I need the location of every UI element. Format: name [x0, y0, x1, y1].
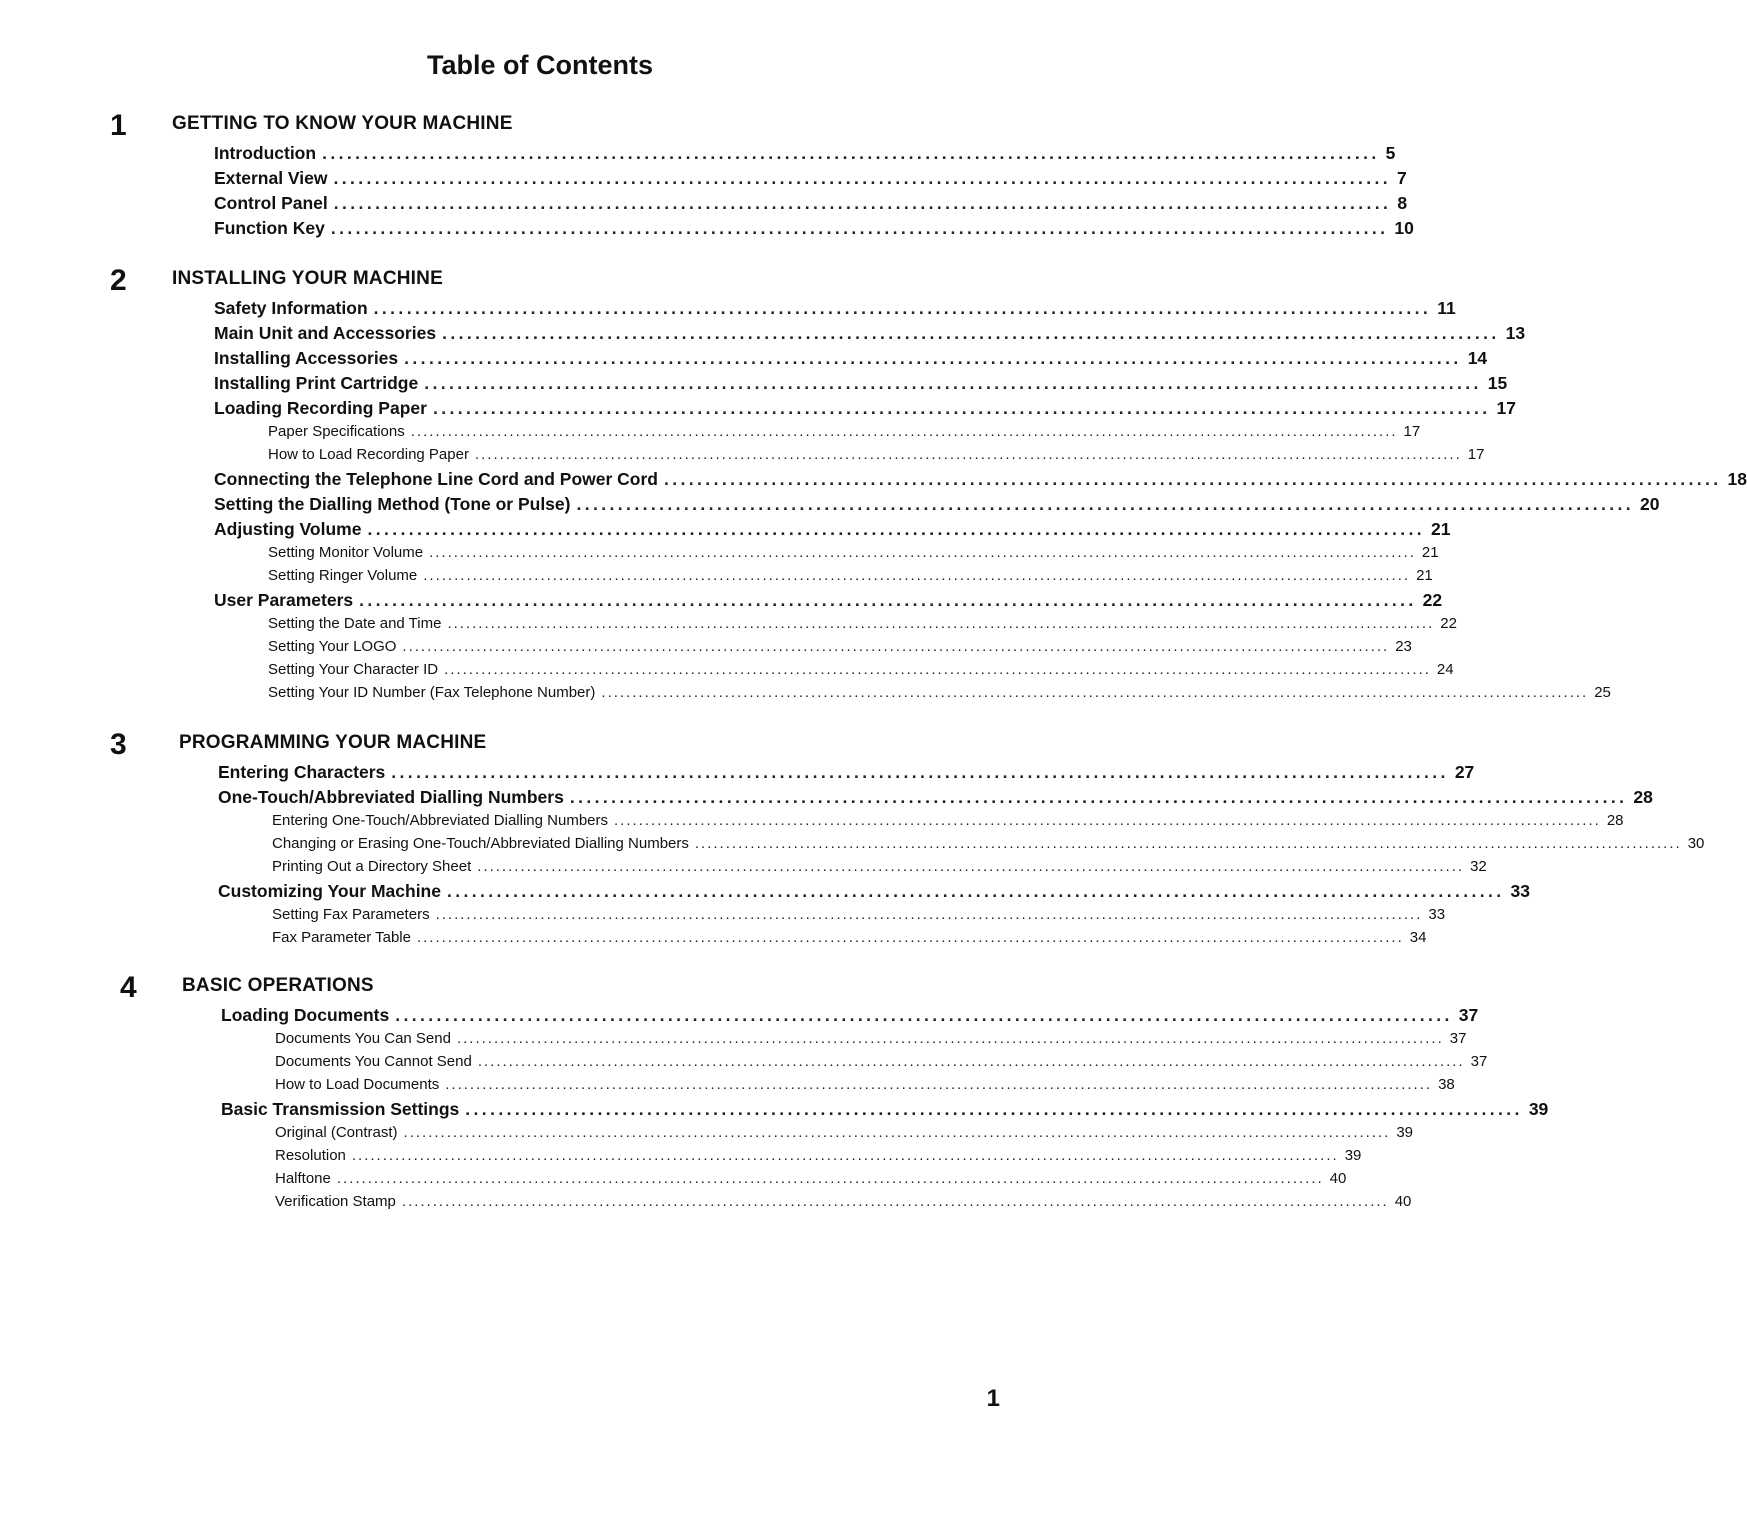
chapter-title: GETTING TO KNOW YOUR MACHINE [172, 113, 513, 134]
dot-leader: ................................................................................................................................ [395, 1005, 1453, 1025]
chapter-number: 1 [110, 109, 127, 142]
dot-leader: ................................................................................................................................................................ [410, 423, 1398, 440]
entry-label: Paper Specifications [268, 423, 405, 440]
toc-subentry[interactable] [117, 1030, 1467, 1053]
entry-label: How to Load Recording Paper [268, 446, 469, 463]
toc-entry[interactable] [114, 762, 1475, 787]
entry-label: Function Key [214, 218, 325, 238]
toc-entry[interactable] [110, 398, 1516, 423]
toc-entry[interactable] [110, 494, 1660, 519]
toc-subentry[interactable] [114, 906, 1446, 929]
dot-leader: ................................................................................................................................ [322, 143, 1380, 163]
toc-entry[interactable] [110, 168, 1407, 193]
entry-label: Resolution [275, 1147, 346, 1164]
chapter-title: BASIC OPERATIONS [182, 975, 374, 996]
toc-subentry[interactable] [117, 1076, 1455, 1099]
page-title: Table of Contents [427, 50, 653, 80]
chapter-title: PROGRAMMING YOUR MACHINE [179, 732, 487, 753]
dot-leader: ................................................................................................................................................................ [351, 1147, 1339, 1164]
chapter-title: INSTALLING YOUR MACHINE [172, 268, 443, 289]
chapter-number: 4 [120, 971, 137, 1004]
entry-label: Setting Your ID Number (Fax Telephone Number) [268, 684, 596, 701]
toc-subentry[interactable] [114, 929, 1427, 952]
dot-leader: ................................................................................................................................ [664, 469, 1722, 489]
entry-page: 22 [1422, 590, 1443, 610]
toc-entry[interactable] [110, 373, 1508, 398]
toc-subentry[interactable] [114, 858, 1487, 881]
entry-page: 11 [1437, 298, 1456, 318]
entry-page: 39 [1344, 1147, 1362, 1164]
dot-leader: ................................................................................................................................................................ [477, 858, 1465, 875]
toc-subentry[interactable] [117, 1193, 1412, 1216]
entry-label: Setting the Dialling Method (Tone or Pulse) [214, 494, 571, 514]
entry-label: Main Unit and Accessories [214, 323, 437, 343]
entry-label: Setting Monitor Volume [268, 544, 424, 561]
entry-label: Loading Recording Paper [214, 398, 427, 418]
entry-page: 38 [1438, 1076, 1455, 1093]
dot-leader: ................................................................................................................................................................ [403, 1124, 1391, 1141]
dot-leader: ................................................................................................................................................................ [474, 446, 1462, 463]
toc-subentry[interactable] [117, 1053, 1488, 1076]
entry-page: 7 [1397, 168, 1407, 188]
toc-entry[interactable] [110, 193, 1408, 218]
chapter-entries [117, 1005, 1549, 1216]
entry-page: 39 [1396, 1124, 1414, 1141]
page-number: 1 [986, 1385, 1000, 1412]
dot-leader: ................................................................................................................................................................ [614, 812, 1601, 829]
dot-leader: ................................................................................................................................................................ [423, 567, 1411, 584]
entry-page: 28 [1606, 812, 1624, 829]
entry-page: 33 [1510, 881, 1530, 901]
toc-subentry[interactable] [110, 661, 1454, 684]
entry-label: Safety Information [214, 298, 368, 318]
entry-label: Introduction [214, 143, 317, 163]
entry-label: Installing Print Cartridge [214, 373, 419, 393]
entry-page: 21 [1431, 519, 1451, 539]
entry-page: 15 [1487, 373, 1508, 393]
toc-entry[interactable] [110, 323, 1526, 348]
entry-page: 33 [1428, 906, 1446, 923]
entry-page: 32 [1470, 858, 1487, 875]
chapter-number: 3 [110, 728, 127, 761]
entry-page: 18 [1727, 469, 1747, 489]
entry-label: Documents You Can Send [275, 1030, 451, 1047]
entry-page: 21 [1421, 544, 1439, 561]
entry-page: 22 [1440, 615, 1457, 632]
toc-subentry[interactable] [110, 544, 1439, 567]
entry-page: 21 [1416, 567, 1433, 584]
dot-leader: ................................................................................................................................ [442, 323, 1500, 343]
dot-leader: ................................................................................................................................................................ [336, 1170, 1324, 1187]
dot-leader: ................................................................................................................................ [333, 168, 1392, 188]
dot-leader: ................................................................................................................................ [359, 590, 1417, 610]
dot-leader: ................................................................................................................................ [424, 373, 1482, 393]
entry-label: Setting Your Character ID [268, 661, 439, 678]
dot-leader: ................................................................................................................................ [330, 218, 1389, 238]
entry-label: Documents You Cannot Send [275, 1053, 472, 1070]
entry-label: Verification Stamp [275, 1193, 396, 1210]
toc-entry[interactable] [114, 881, 1530, 906]
entry-page: 8 [1397, 193, 1408, 213]
entry-page: 37 [1470, 1053, 1488, 1070]
entry-page: 14 [1467, 348, 1488, 368]
chapter-entries [114, 762, 1705, 952]
chapter-entries [110, 298, 1747, 707]
entry-page: 28 [1633, 787, 1653, 807]
entry-label: One-Touch/Abbreviated Dialling Numbers [218, 787, 564, 807]
dot-leader: ................................................................................................................................................................ [694, 835, 1682, 852]
toc-subentry[interactable] [117, 1170, 1347, 1193]
entry-page: 17 [1467, 446, 1485, 463]
entry-label: Customizing Your Machine [218, 881, 441, 901]
toc-entry[interactable] [110, 143, 1396, 168]
entry-label: External View [214, 168, 328, 188]
dot-leader: ................................................................................................................................................................ [477, 1053, 1465, 1070]
dot-leader: ................................................................................................................................................................ [416, 929, 1404, 946]
toc-entry[interactable] [110, 218, 1414, 243]
entry-label: Printing Out a Directory Sheet [272, 858, 472, 875]
entry-label: Halftone [275, 1170, 331, 1187]
toc-entry[interactable] [110, 590, 1443, 615]
entry-label: Original (Contrast) [275, 1124, 398, 1141]
dot-leader: ................................................................................................................................ [576, 494, 1635, 514]
dot-leader: ................................................................................................................................................................ [444, 661, 1431, 678]
toc-entry[interactable] [117, 1005, 1479, 1030]
toc-entry[interactable] [110, 298, 1456, 323]
entry-label: Basic Transmission Settings [221, 1099, 460, 1119]
dot-leader: ................................................................................................................................ [446, 881, 1505, 901]
dot-leader: ................................................................................................................................................................ [429, 544, 1416, 561]
toc-subentry[interactable] [110, 567, 1433, 590]
toc-subentry[interactable] [110, 615, 1457, 638]
toc-entry[interactable] [114, 787, 1653, 812]
entry-page: 40 [1394, 1193, 1412, 1210]
dot-leader: ................................................................................................................................................................ [435, 906, 1423, 923]
entry-page: 17 [1496, 398, 1516, 418]
toc-subentry[interactable] [110, 638, 1412, 661]
dot-leader: ................................................................................................................................................................ [445, 1076, 1433, 1093]
toc-entry[interactable] [110, 348, 1488, 373]
entry-label: Changing or Erasing One-Touch/Abbreviated Dialling Numbers [272, 835, 689, 852]
entry-page: 23 [1395, 638, 1412, 655]
dot-leader: ................................................................................................................................ [569, 787, 1628, 807]
chapter-entries [110, 143, 1414, 243]
dot-leader: ................................................................................................................................ [404, 348, 1462, 368]
toc-subentry[interactable] [117, 1147, 1362, 1170]
dot-leader: ................................................................................................................................................................ [447, 615, 1435, 632]
entry-label: Setting Fax Parameters [272, 906, 430, 923]
entry-label: Connecting the Telephone Line Cord and Power Cord [214, 469, 658, 489]
dot-leader: ................................................................................................................................................................ [456, 1030, 1444, 1047]
entry-label: How to Load Documents [275, 1076, 440, 1093]
dot-leader: ................................................................................................................................................................ [401, 1193, 1389, 1210]
entry-label: Setting Your LOGO [268, 638, 397, 655]
dot-leader: ................................................................................................................................ [333, 193, 1392, 213]
toc-subentry[interactable] [114, 835, 1705, 858]
entry-page: 13 [1505, 323, 1526, 343]
entry-page: 5 [1385, 143, 1396, 163]
entry-label: Fax Parameter Table [272, 929, 411, 946]
entry-page: 34 [1409, 929, 1427, 946]
toc-subentry[interactable] [110, 684, 1611, 707]
entry-page: 10 [1394, 218, 1414, 238]
dot-leader: ................................................................................................................................ [373, 298, 1432, 318]
toc-subentry[interactable] [114, 812, 1624, 835]
entry-page: 27 [1454, 762, 1475, 782]
entry-page: 40 [1329, 1170, 1347, 1187]
toc-entry[interactable] [117, 1099, 1549, 1124]
dot-leader: ................................................................................................................................................................ [402, 638, 1390, 655]
entry-page: 30 [1687, 835, 1705, 852]
entry-page: 25 [1594, 684, 1611, 701]
entry-label: User Parameters [214, 590, 354, 610]
toc-entry[interactable] [110, 469, 1747, 494]
dot-leader: ................................................................................................................................ [465, 1099, 1523, 1119]
dot-leader: ................................................................................................................................ [391, 762, 1449, 782]
entry-page: 39 [1528, 1099, 1549, 1119]
entry-label: Installing Accessories [214, 348, 399, 368]
entry-page: 17 [1403, 423, 1421, 440]
toc-subentry[interactable] [117, 1124, 1414, 1147]
entry-label: Loading Documents [221, 1005, 390, 1025]
entry-label: Setting the Date and Time [268, 615, 442, 632]
entry-page: 37 [1458, 1005, 1479, 1025]
entry-label: Entering One-Touch/Abbreviated Dialling Numbers [272, 812, 609, 829]
entry-page: 20 [1640, 494, 1660, 514]
entry-label: Setting Ringer Volume [268, 567, 418, 584]
entry-page: 24 [1436, 661, 1454, 678]
dot-leader: ................................................................................................................................ [432, 398, 1491, 418]
dot-leader: ................................................................................................................................................................ [601, 684, 1589, 701]
toc-entry[interactable] [110, 519, 1451, 544]
entry-label: Entering Characters [218, 762, 386, 782]
entry-label: Adjusting Volume [214, 519, 362, 539]
chapter-number: 2 [110, 264, 127, 297]
entry-page: 37 [1449, 1030, 1467, 1047]
toc-subentry[interactable] [110, 446, 1485, 469]
entry-label: Control Panel [214, 193, 328, 213]
dot-leader: ................................................................................................................................ [367, 519, 1425, 539]
toc-subentry[interactable] [110, 423, 1421, 446]
